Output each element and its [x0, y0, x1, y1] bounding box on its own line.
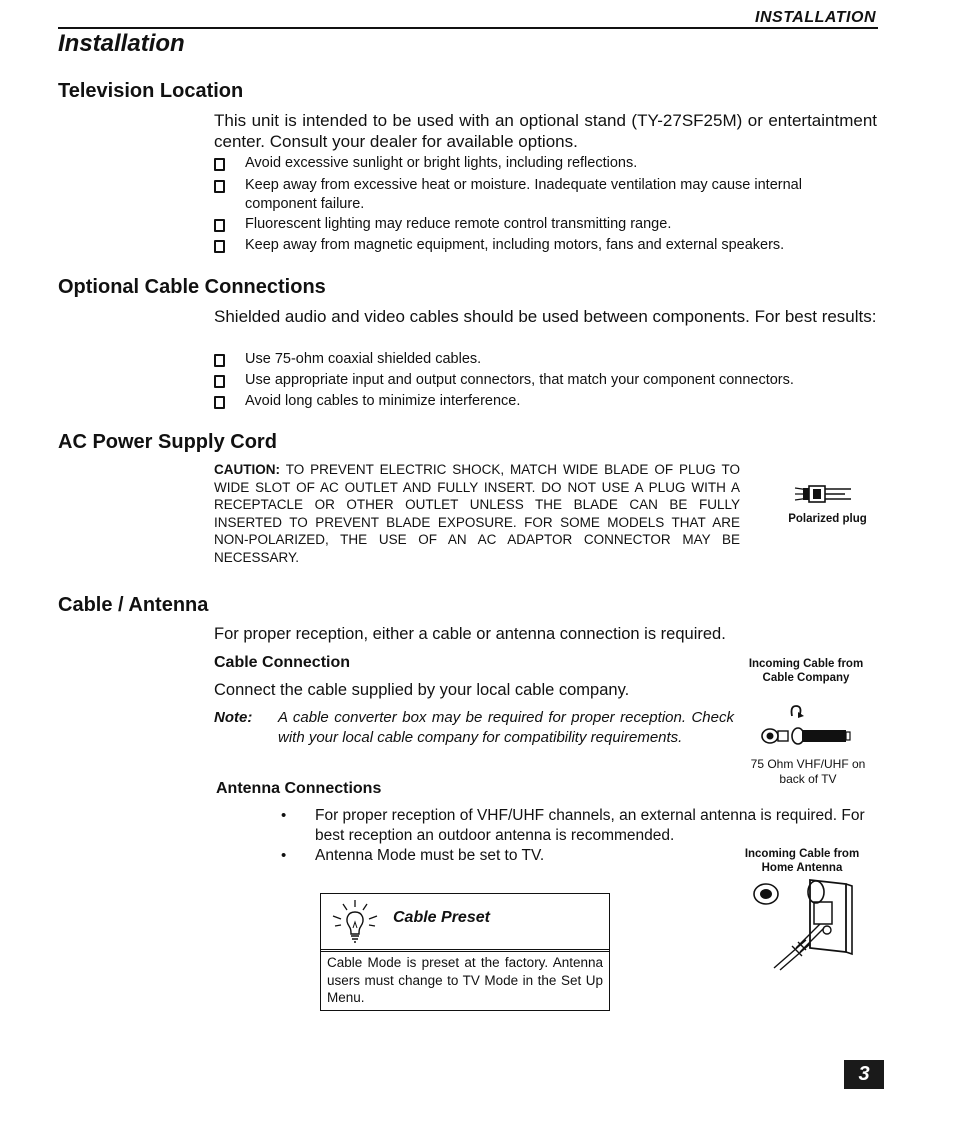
caution-body: TO PREVENT ELECTRIC SHOCK, MATCH WIDE BLADE OF PLUG TO WIDE SLOT OF AC OUTLET AND FULLY INSERT. DO NOT USE A PLUG WITH A RECEPTACLE OR OTHER OUTLET UNLESS THE BLADE CAN BE FULLY INSERTED TO PREVENT BLADE EXPOSURE. FOR SOME MODELS THAT ARE NON-POLARIZED, THE USE OF AN AC ADAPTOR CONNECTOR MAY BE NECESSARY. — [214, 462, 740, 565]
vhf-caption: 75 Ohm VHF/UHF on back of TV — [750, 757, 866, 786]
cable-connection-text: Connect the cable supplied by your local cable company. — [214, 681, 630, 699]
cable-preset-divider — [321, 951, 609, 952]
header-rule — [58, 27, 878, 29]
bullet: • — [281, 807, 287, 824]
bulb-icon — [329, 898, 381, 946]
list-item: Use 75-ohm coaxial shielded cables. — [214, 350, 877, 369]
cable-preset-text: Cable Mode is preset at the factory. Antenna users must change to TV Mode in the Set Up Menu. — [327, 955, 603, 1005]
cable-antenna-intro: For proper reception, either a cable or antenna connection is required. — [214, 625, 726, 643]
checkbox-bullet-icon — [214, 375, 225, 388]
bullet: • — [281, 847, 287, 864]
checkbox-bullet-icon — [214, 396, 225, 409]
incoming-antenna-caption: Incoming Cable from Home Antenna — [744, 848, 860, 874]
checkbox-bullet-icon — [214, 180, 225, 193]
section-title-cable-antenna: Cable / Antenna — [58, 594, 209, 616]
cable-preset-title: Cable Preset — [393, 909, 490, 926]
plug-caption: Polarized plug — [788, 513, 867, 525]
caution-label: CAUTION: — [214, 462, 280, 477]
section-title-tv-location: Television Location — [58, 80, 244, 102]
running-header: INSTALLATION — [755, 9, 876, 26]
list-item: Avoid long cables to minimize interference. — [214, 392, 877, 411]
section-title-ac-power: AC Power Supply Cord — [58, 431, 277, 453]
note-label: Note: — [214, 709, 253, 726]
page-title: Installation — [58, 30, 185, 57]
list-item: Keep away from excessive heat or moisture. Inadequate ventilation may cause internal component failure. — [214, 176, 877, 214]
checkbox-bullet-icon — [214, 240, 225, 253]
list-item: Keep away from magnetic equipment, including motors, fans and external speakers. — [214, 236, 877, 255]
list-item: Use appropriate input and output connectors, that match your component connectors. — [214, 371, 877, 390]
list-item: Fluorescent lighting may reduce remote control transmitting range. — [214, 215, 877, 234]
polarized-plug-icon — [793, 480, 855, 508]
antenna-plate-icon — [750, 872, 862, 972]
cable-connections-intro: Shielded audio and video cables should be used between components. For best results: — [214, 307, 877, 326]
antenna-connections-title: Antenna Connections — [216, 780, 382, 797]
page-number: 3 — [844, 1060, 884, 1089]
checkbox-bullet-icon — [214, 354, 225, 367]
cable-connection-title: Cable Connection — [214, 654, 351, 671]
note — [214, 708, 734, 747]
list-item: For proper reception of VHF/UHF channels, an external antenna is required. For best reception an outdoor antenna is recommended. — [315, 807, 865, 844]
caution-text — [214, 461, 740, 566]
list-item: Avoid excessive sunlight or bright lights, including reflections. — [214, 154, 877, 173]
cable-preset-box — [320, 893, 610, 1011]
tv-location-intro: This unit is intended to be used with an optional stand (TY-27SF25M) or entertaintment center. Consult your dealer for available options. — [214, 111, 877, 151]
coax-connector-icon — [758, 702, 854, 748]
list-item: Antenna Mode must be set to TV. — [315, 847, 545, 864]
checkbox-bullet-icon — [214, 219, 225, 232]
section-title-cable-connections: Optional Cable Connections — [58, 276, 326, 298]
checkbox-bullet-icon — [214, 158, 225, 171]
note-text: A cable converter box may be required for proper reception. Check with your local cable company for compatibility requirements. — [278, 709, 734, 746]
incoming-cable-caption: Incoming Cable from Cable Company — [748, 658, 864, 684]
